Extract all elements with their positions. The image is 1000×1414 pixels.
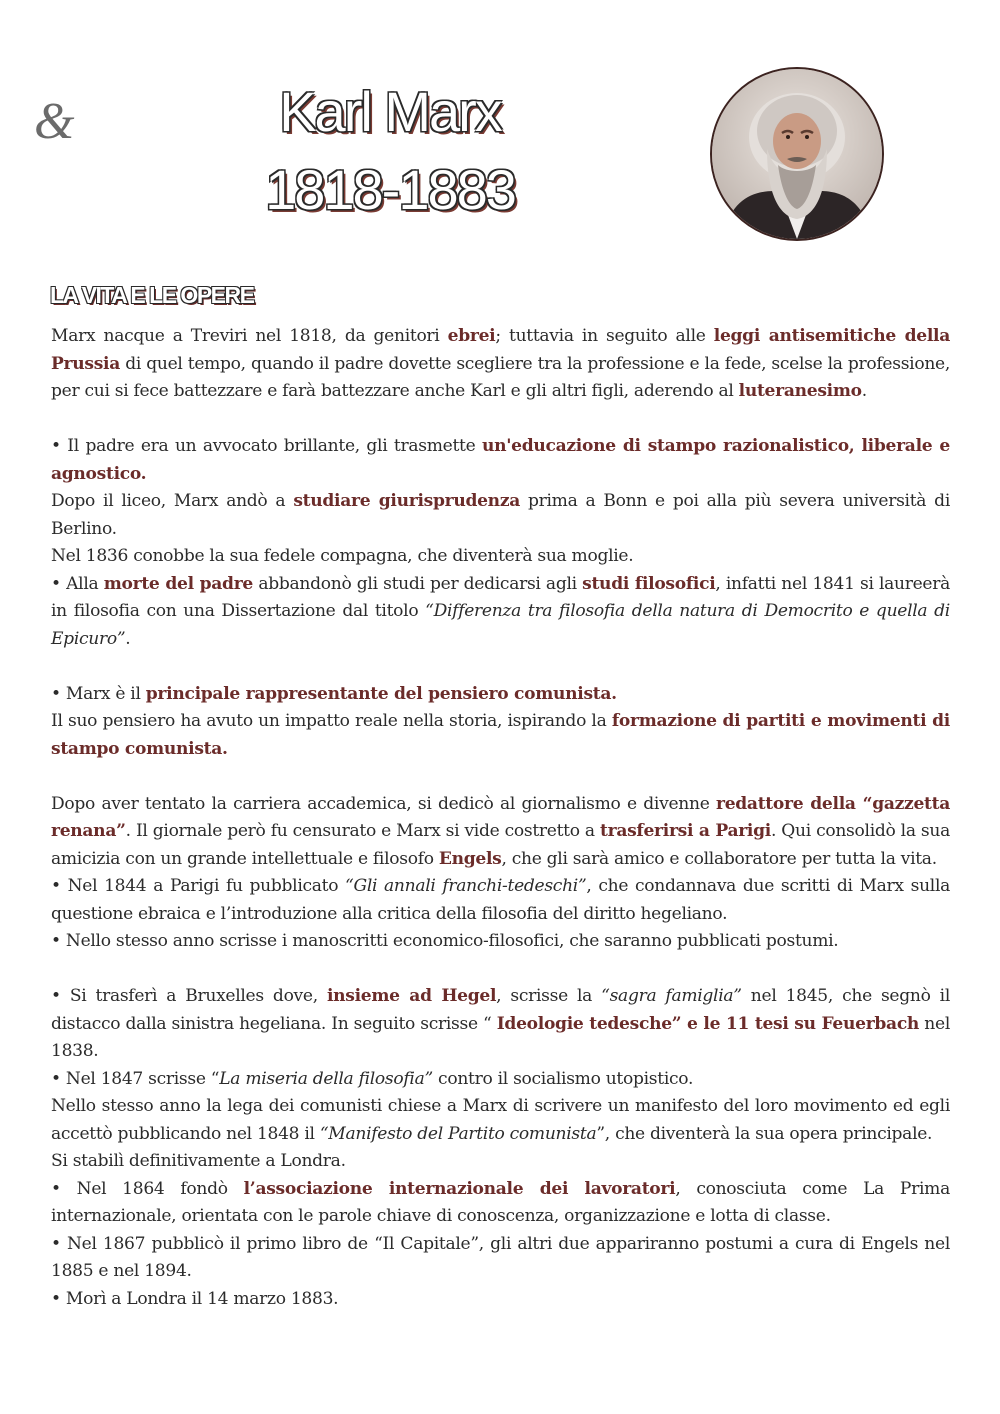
portrait-photo-icon (712, 69, 882, 239)
page-subtitle-years: 1818-1883 (265, 158, 515, 221)
paragraph-philosophy: • Alla morte del padre abbandonò gli studi per dedicarsi agli studi filosofici, infatti nel 1841 si laureerà in filosofia con una Dissertazione dal titolo “Differenza tra filosofia della natura di Democrito e quella di Epicuro”. (51, 573, 950, 649)
page-title: Karl Marx (279, 80, 501, 143)
paragraph-annali: • Nel 1844 a Parigi fu pubblicato “Gli annali franchi-tedeschi”, che condannava due scritti di Marx sulla questione ebraica e l’introduzione alla critica della filosofia del diritto hegeliano. (51, 876, 950, 924)
paragraph-father: • Il padre era un avvocato brillante, gli trasmette un'educazione di stampo razionalistico, liberale e agnostico. (51, 436, 950, 484)
ampersand-ornament: & (34, 93, 75, 150)
paragraph-wife: Nel 1836 conobbe la sua fedele compagna, che diventerà sua moglie. (51, 546, 634, 566)
paragraph-miseria: • Nel 1847 scrisse “La miseria della filosofia” contro il socialismo utopistico. (51, 1068, 694, 1089)
paragraph-journalism: Dopo aver tentato la carriera accademica, si dedicò al giornalismo e divenne redattore della “gazzetta renana”. Il giornale però fu censurato e Marx si vide costretto a trasferirsi a Parigi. Qui consolidò la sua amicizia con un grande intellettuale e filosofo Engels, che gli sarà amico e collaboratore per tutta la vita. (51, 793, 950, 869)
paragraph-internazionale: • Nel 1864 fondò l’associazione internazionale dei lavoratori, conosciuta come La Prima internazionale, orientata con le parole chiave di conoscenza, organizzazione e lotta di classe. (51, 1178, 950, 1226)
paragraph-capitale: • Nel 1867 pubblicò il primo libro de “Il Capitale”, gli altri due appariranno postumi a cura di Engels nel 1885 e nel 1894. (51, 1233, 950, 1281)
portrait-image (710, 67, 884, 241)
paragraph-birth: Marx nacque a Treviri nel 1818, da genitori ebrei; tuttavia in seguito alle leggi antisemitiche della Prussia di quel tempo, quando il padre dovette scegliere tra la professione e la fede, scelse la professione, per cui si fece battezzare e farà battezzare anche Karl e gli altri figli, aderendo al luteranesimo. (51, 326, 950, 401)
document-body (51, 323, 950, 1313)
paragraph-impact: Il suo pensiero ha avuto un impatto reale nella storia, ispirando la formazione di partiti e movimenti di stampo comunista. (51, 711, 950, 759)
paragraph-death: • Morì a Londra il 14 marzo 1883. (51, 1288, 339, 1309)
paragraph-communism: • Marx è il principale rappresentante del pensiero comunista. (51, 683, 617, 704)
paragraph-studies: Dopo il liceo, Marx andò a studiare giurisprudenza prima a Bonn e poi alla più severa università di Berlino. (51, 491, 950, 539)
section-title: LA VITA E LE OPERE (50, 282, 254, 308)
paragraph-londra: Si stabilì definitivamente a Londra. (51, 1151, 346, 1171)
paragraph-bruxelles: • Si trasferì a Bruxelles dove, insieme ad Hegel, scrisse la “sagra famiglia” nel 1845, che segnò il distacco dalla sinistra hegeliana. In seguito scrisse “ Ideologie tedesche” e le 11 tesi su Feuerbach nel 1838. (51, 986, 950, 1061)
paragraph-manoscritti: • Nello stesso anno scrisse i manoscritti economico-filosofici, che saranno pubblicati postumi. (51, 931, 839, 951)
paragraph-manifesto: Nello stesso anno la lega dei comunisti chiese a Marx di scrivere un manifesto del loro movimento ed egli accettò pubblicando nel 1848 il “Manifesto del Partito comunista”, che diventerà la sua opera principale. (51, 1096, 950, 1144)
